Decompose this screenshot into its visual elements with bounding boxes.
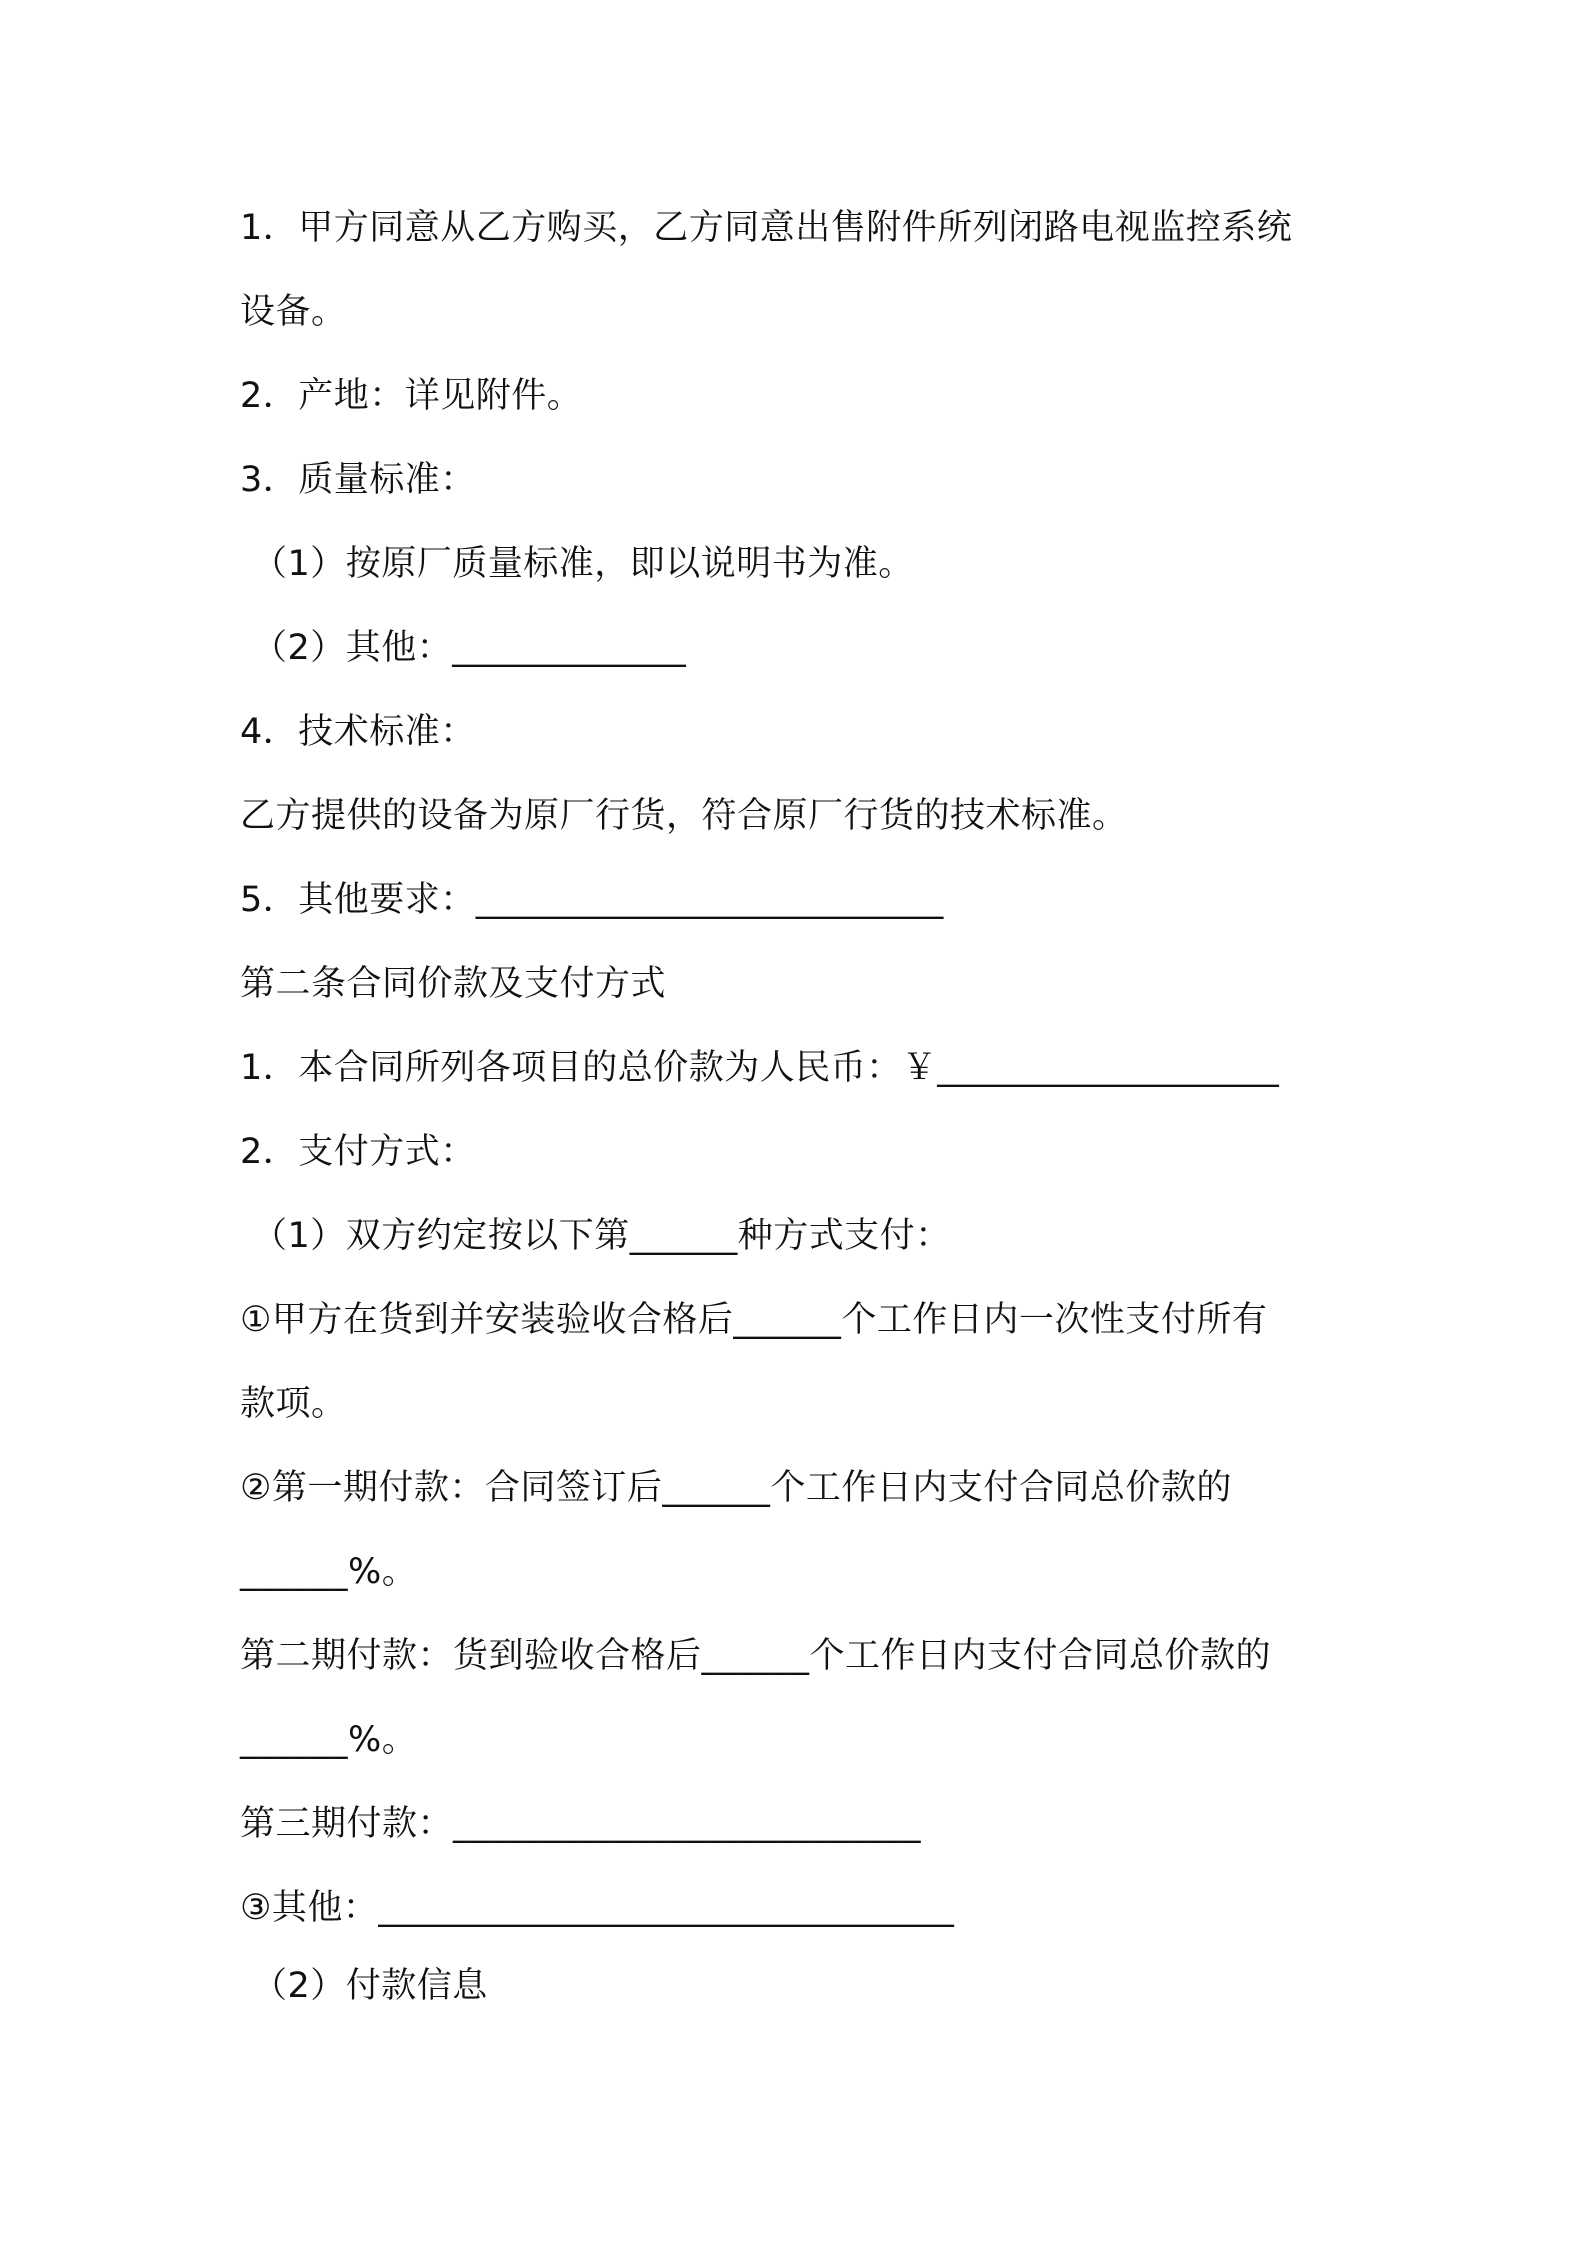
clause-1-4-heading: 4．技术标准： xyxy=(240,712,476,752)
clause-1-3-item-1: （1）按原厂质量标准，即以说明书为准。 xyxy=(252,544,914,584)
clause-1-4-body: 乙方提供的设备为原厂行货，符合原厂行货的技术标准。 xyxy=(240,796,1128,836)
clause-2-1: 1．本合同所列各项目的总价款为人民币：￥___________________ xyxy=(240,1048,1280,1088)
clause-2-2-item-2: （2）付款信息 xyxy=(252,1966,488,2006)
clause-1-3-item-2: （2）其他：_____________ xyxy=(252,628,687,668)
article-2-heading: 第二条合同价款及支付方式 xyxy=(240,964,667,1004)
payment-option-2-line-2: ______%。 xyxy=(240,1552,418,1592)
clause-1-2: 2．产地：详见附件。 xyxy=(240,376,583,416)
second-installment-line-1: 第二期付款：货到验收合格后______个工作日内支付合同总价款的 xyxy=(240,1636,1272,1676)
third-installment: 第三期付款：__________________________ xyxy=(240,1804,922,1844)
payment-option-1-line-1: ①甲方在货到并安装验收合格后______个工作日内一次性支付所有 xyxy=(240,1300,1268,1340)
clause-2-2-heading: 2．支付方式： xyxy=(240,1132,476,1172)
clause-1-1-line-2: 设备。 xyxy=(240,292,347,332)
payment-option-2-line-1: ②第一期付款：合同签订后______个工作日内支付合同总价款的 xyxy=(240,1468,1232,1508)
payment-option-1-line-2: 款项。 xyxy=(240,1384,347,1424)
clause-1-1-line-1: 1．甲方同意从乙方购买，乙方同意出售附件所列闭路电视监控系统 xyxy=(240,208,1293,248)
clause-1-3-heading: 3．质量标准： xyxy=(240,460,476,500)
payment-option-3: ③其他：________________________________ xyxy=(240,1888,955,1928)
clause-1-5: 5．其他要求：__________________________ xyxy=(240,880,944,920)
second-installment-line-2: ______%。 xyxy=(240,1720,418,1760)
clause-2-2-item-1: （1）双方约定按以下第______种方式支付： xyxy=(252,1216,951,1256)
